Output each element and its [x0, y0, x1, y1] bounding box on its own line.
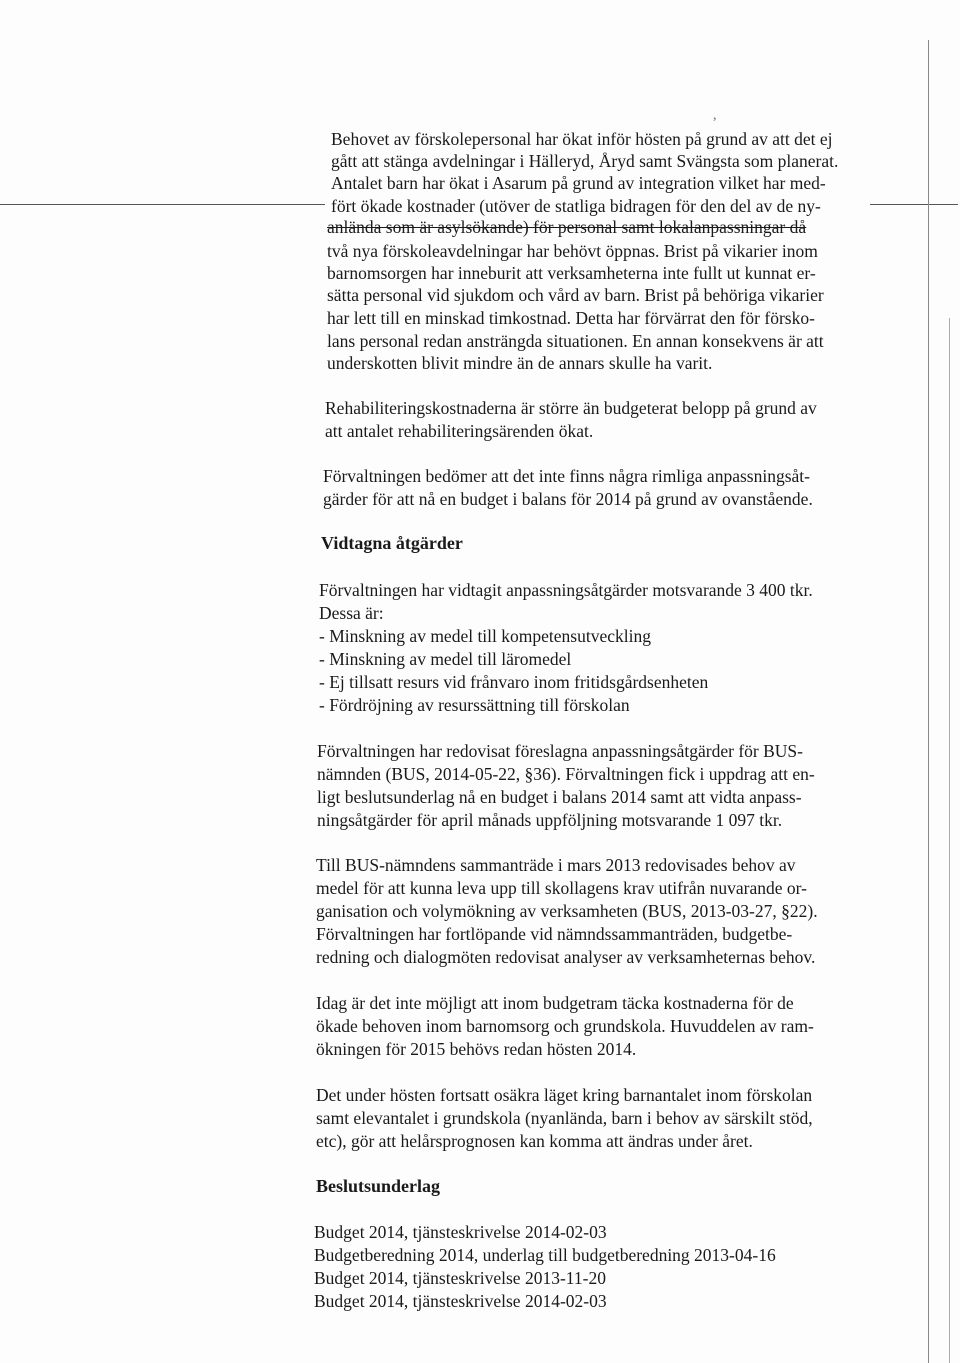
- paragraph-line: barnomsorgen har inneburit att verksamheterna inte fullt ut kunnat er-: [327, 263, 816, 283]
- paragraph-line: har lett till en minskad timkostnad. Detta har förvärrat den för försko-: [327, 308, 815, 328]
- paragraph-line: samt elevantalet i grundskola (nyanlända, barn i behov av särskilt stöd,: [316, 1108, 813, 1128]
- list-item: - Minskning av medel till kompetensutveckling: [319, 626, 651, 646]
- reference-item: Budget 2014, tjänsteskrivelse 2013-11-20: [314, 1268, 606, 1288]
- paragraph-line: Idag är det inte möjligt att inom budgetram täcka kostnaderna för de: [316, 993, 794, 1013]
- paragraph-line: Till BUS-nämndens sammanträde i mars 2013 redovisades behov av: [316, 855, 796, 875]
- reference-item: Budgetberedning 2014, underlag till budgetberedning 2013-04-16: [314, 1245, 776, 1265]
- paragraph-line: ökningen för 2015 behövs redan hösten 2014.: [316, 1039, 637, 1059]
- paragraph-line: etc), gör att helårsprognosen kan komma att ändras under året.: [316, 1131, 753, 1151]
- scan-rule-left: [0, 204, 325, 205]
- list-item: - Fördröjning av resurssättning till förskolan: [319, 695, 630, 715]
- paragraph-line: underskotten blivit mindre än de annars skulle ha varit.: [327, 353, 713, 373]
- scan-margin-line: [928, 40, 929, 1363]
- paragraph-line: nämnden (BUS, 2014-05-22, §36). Förvaltningen fick i uppdrag att en-: [317, 764, 815, 784]
- paragraph-line: gärder för att nå en budget i balans för 2014 på grund av ovanstående.: [323, 489, 813, 509]
- paragraph-line: ligt beslutsunderlag nå en budget i balans 2014 samt att vidta anpass-: [317, 787, 802, 807]
- paragraph-line: redning och dialogmöten redovisat analyser av verksamheternas behov.: [316, 947, 816, 967]
- section-heading-measures: Vidtagna åtgärder: [321, 533, 463, 553]
- list-item: - Ej tillsatt resurs vid frånvaro inom fritidsgårdsenheten: [319, 672, 709, 692]
- paragraph-line: Dessa är:: [319, 603, 384, 623]
- scan-rule-right: [870, 204, 958, 205]
- paragraph-line: att antalet rehabiliteringsärenden ökat.: [325, 421, 594, 441]
- paragraph-line: lans personal redan ansträngda situationen. En annan konsekvens är att: [327, 331, 824, 351]
- paragraph-line: ganisation och volymökning av verksamheten (BUS, 2013-03-27, §22).: [316, 901, 818, 921]
- paragraph-line: sätta personal vid sjukdom och vård av barn. Brist på behöriga vikarier: [327, 285, 824, 305]
- section-heading-basis: Beslutsunderlag: [316, 1176, 441, 1196]
- paragraph-line: Förvaltningen har redovisat föreslagna anpassningsåtgärder för BUS-: [317, 741, 803, 761]
- paragraph-line: Förvaltningen har fortlöpande vid nämndssammanträden, budgetbe-: [316, 924, 793, 944]
- reference-item: Budget 2014, tjänsteskrivelse 2014-02-03: [314, 1291, 607, 1311]
- reference-item: Budget 2014, tjänsteskrivelse 2014-02-03: [314, 1222, 607, 1242]
- list-item: - Minskning av medel till läromedel: [319, 649, 572, 669]
- paragraph-line: Rehabiliteringskostnaderna är större än budgeterat belopp på grund av: [325, 398, 817, 418]
- paragraph-line: Behovet av förskolepersonal har ökat inför hösten på grund av att det ej: [331, 129, 833, 149]
- paragraph-line: gått att stänga avdelningar i Hälleryd, Åryd samt Svängsta som planerat.: [331, 151, 839, 171]
- paragraph-line: ökade behoven inom barnomsorg och grundskola. Huvuddelen av ram-: [316, 1016, 814, 1036]
- scan-speck: ,: [713, 108, 717, 123]
- paragraph-line: fört ökade kostnader (utöver de statliga bidragen för den del av de ny-: [331, 196, 821, 216]
- paragraph-line: medel för att kunna leva upp till skollagens krav utifrån nuvarande or-: [316, 878, 807, 898]
- paragraph-line-struck: anlända som är asylsökande) för personal samt lokalanpassningar då: [327, 217, 807, 237]
- paragraph-line: Förvaltningen har vidtagit anpassningsåtgärder motsvarande 3 400 tkr.: [319, 580, 813, 600]
- scan-margin-tick: [949, 318, 950, 1363]
- paragraph-line: två nya förskoleavdelningar har behövt öppnas. Brist på vikarier inom: [327, 241, 818, 261]
- paragraph-line: Antalet barn har ökat i Asarum på grund av integration vilket har med-: [331, 173, 826, 193]
- paragraph-line: Det under hösten fortsatt osäkra läget kring barnantalet inom förskolan: [316, 1085, 813, 1105]
- paragraph-line: ningsåtgärder för april månads uppföljning motsvarande 1 097 tkr.: [317, 810, 783, 830]
- paragraph-line: Förvaltningen bedömer att det inte finns några rimliga anpassningsåt-: [323, 466, 810, 486]
